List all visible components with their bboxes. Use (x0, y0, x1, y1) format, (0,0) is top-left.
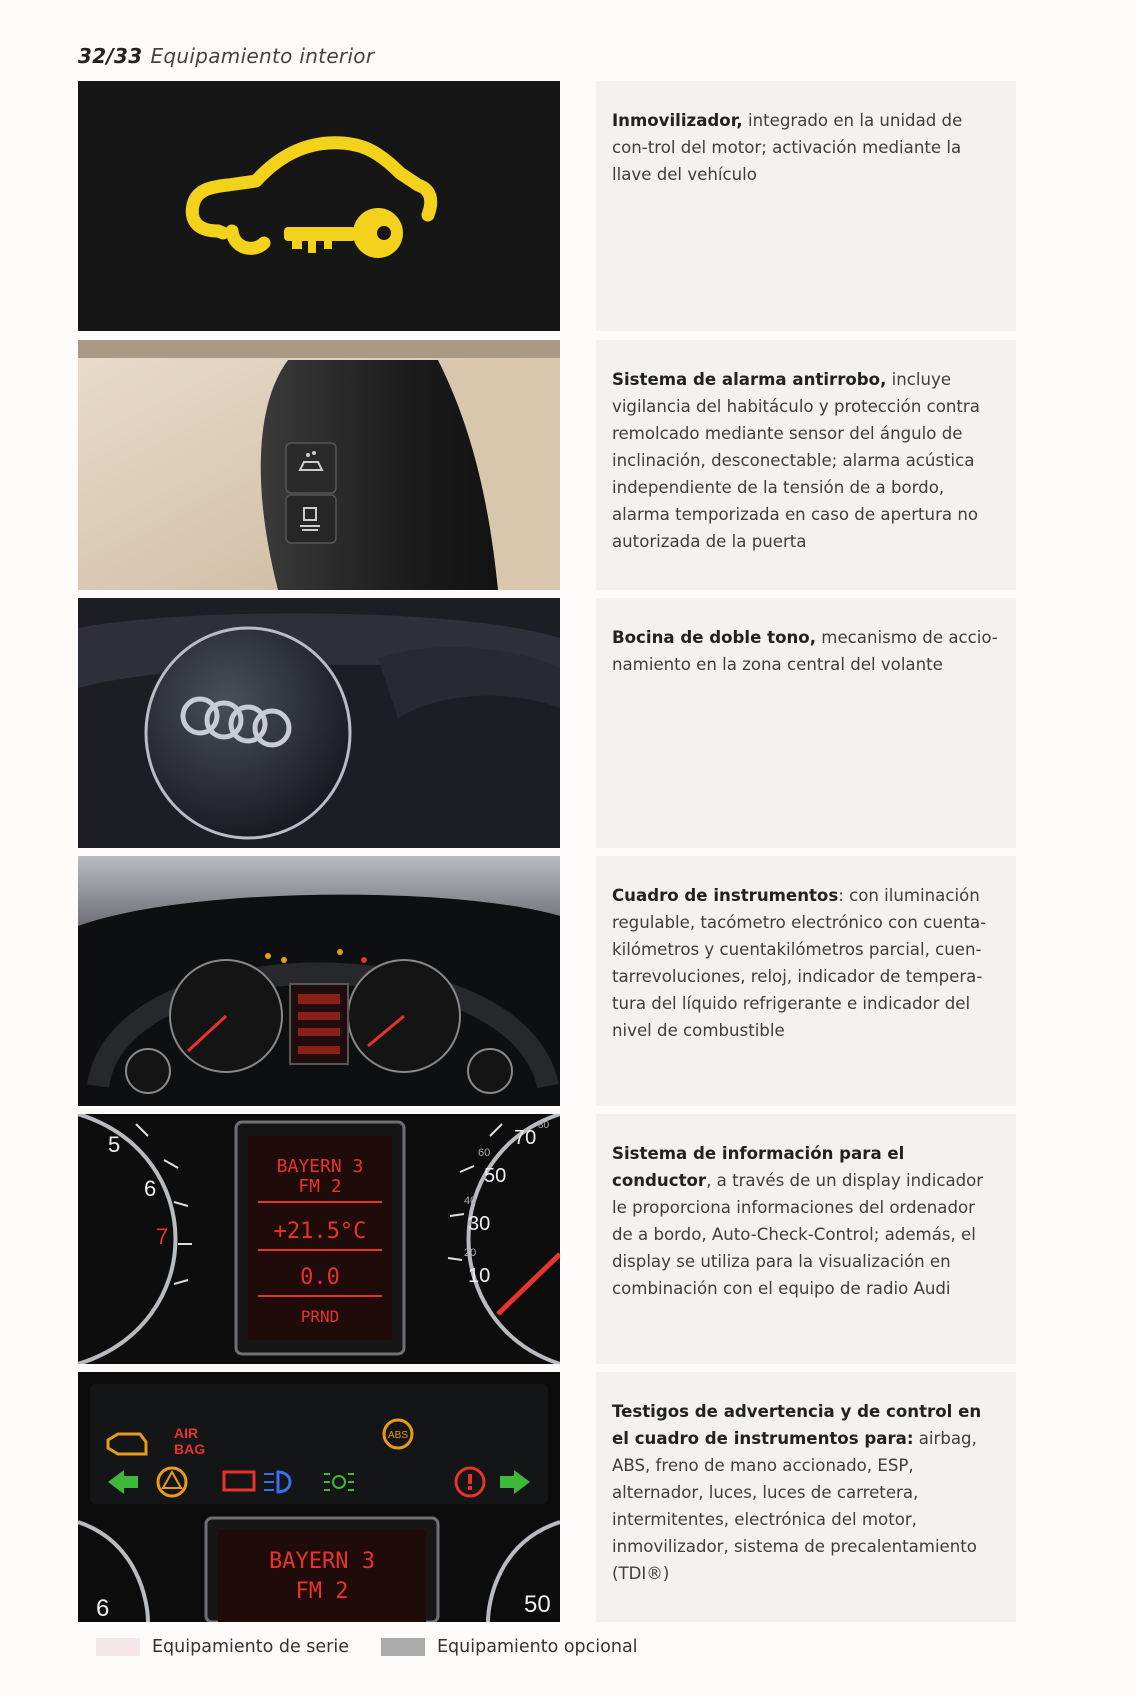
feature-title: Inmovilizador, (612, 111, 743, 130)
steering-wheel-icon (78, 598, 560, 848)
text-horn (596, 598, 1016, 848)
speedo-minor-number: 80 (538, 1120, 550, 1131)
section-title: Equipamiento interior (150, 44, 375, 68)
photo-cluster (78, 856, 560, 1106)
text-cluster (596, 856, 1016, 1106)
text-driver-info (596, 1114, 1016, 1364)
legend-swatch-opcional (381, 1638, 425, 1656)
page-numbers: 32/33 (78, 44, 143, 68)
outside-temperature: +21.5°C (273, 1219, 367, 1244)
feature-description: integrado en la unidad de con-trol del motor; activación mediante la llave del vehículo (612, 111, 963, 184)
tacho-number: 6 (96, 1595, 110, 1622)
alarm-buttons-icon (78, 340, 560, 590)
radio-station: BAYERN 3 (269, 1549, 375, 1574)
photo-driver-info (78, 1114, 560, 1364)
airbag-label: AIR (174, 1425, 199, 1441)
tacho-number: 7 (156, 1224, 169, 1249)
feature-title: Testigos de advertencia y de control en el cuadro de instrumentos para: (612, 1402, 982, 1448)
feature-description: : con iluminación regulable, tacómetro electrónico con cuenta-kilómetros y cuentakilómetros parcial, cuen-tarrevoluciones, reloj, indicador de tempera-tura del líquido refrigerante e indicador del nivel de combustible (612, 886, 987, 1040)
speedo-number: 30 (468, 1213, 491, 1235)
feature-description: airbag, ABS, freno de mano accionado, ESP, alternador, luces, luces de carretera, intermitentes, electrónica del motor, inmovilizador, sistema de precalentamiento (TDI®) (612, 1429, 977, 1583)
legend-label-opcional: Equipamiento opcional (437, 1637, 638, 1657)
feature-description: mecanismo de accio-namiento en la zona central del volante (612, 628, 998, 674)
text-warning-lights (596, 1372, 1016, 1622)
warning-lights-icon (78, 1372, 560, 1622)
fuel-consumption: 0.0 (300, 1265, 340, 1290)
feature-description: , a través de un display indicador le proporciona informaciones del ordenador de a bordo, Auto-Check-Control; además, el display se utiliza para la visualización en combinación con el equipo de radio Audi (612, 1171, 984, 1298)
speedo-number: 50 (484, 1165, 507, 1187)
legend-item-serie (96, 1637, 349, 1657)
legend-item-opcional (381, 1637, 638, 1657)
immobilizer-car-key-icon (78, 81, 560, 331)
airbag-label: BAG (174, 1441, 206, 1457)
feature-description: incluye vigilancia del habitáculo y protección contra remolcado mediante sensor del ángulo de inclinación, desconectable; alarma acústica independiente de la tensión de a bordo, alarma temporizada en caso de apertura no autorizada de la puerta (612, 370, 980, 551)
feature-title: Sistema de información para el conductor (612, 1144, 905, 1190)
feature-title: Bocina de doble tono, (612, 628, 816, 647)
feature-row-warning-lights (78, 1372, 1048, 1622)
speedo-minor-number: 40 (464, 1195, 477, 1207)
abs-label: ABS (387, 1430, 409, 1441)
photo-immobilizer (78, 81, 560, 331)
instrument-cluster-icon (78, 856, 560, 1106)
text-alarm (596, 340, 1016, 590)
feature-title: Cuadro de instrumentos (612, 886, 839, 905)
photo-warning-lights (78, 1372, 560, 1622)
feature-title: Sistema de alarma antirrobo, (612, 370, 887, 389)
tacho-number: 5 (108, 1132, 121, 1157)
feature-row-cluster (78, 856, 1048, 1106)
legend-swatch-serie (96, 1638, 140, 1656)
radio-station: BAYERN 3 (276, 1156, 364, 1177)
photo-alarm (78, 340, 560, 590)
text-immobilizer (596, 81, 1016, 331)
speedo-number: 70 (514, 1127, 537, 1149)
speedo-minor-number: 20 (464, 1247, 477, 1259)
speedo-number: 10 (468, 1265, 491, 1287)
feature-row-horn (78, 598, 1048, 848)
legend (96, 1637, 670, 1657)
speedo-minor-number: 60 (478, 1147, 491, 1159)
feature-row-driver-info (78, 1114, 1048, 1364)
gear-indicator: PRND (300, 1307, 340, 1326)
tacho-number: 6 (144, 1176, 157, 1201)
legend-label-serie: Equipamiento de serie (152, 1637, 349, 1657)
speedo-number: 50 (524, 1591, 551, 1618)
feature-row-alarm (78, 340, 1048, 590)
page-header (78, 44, 374, 68)
radio-band: FM 2 (298, 1176, 342, 1197)
radio-band: FM 2 (295, 1579, 349, 1604)
feature-row-immobilizer (78, 81, 1048, 331)
photo-horn (78, 598, 560, 848)
driver-info-display-icon (78, 1114, 560, 1364)
